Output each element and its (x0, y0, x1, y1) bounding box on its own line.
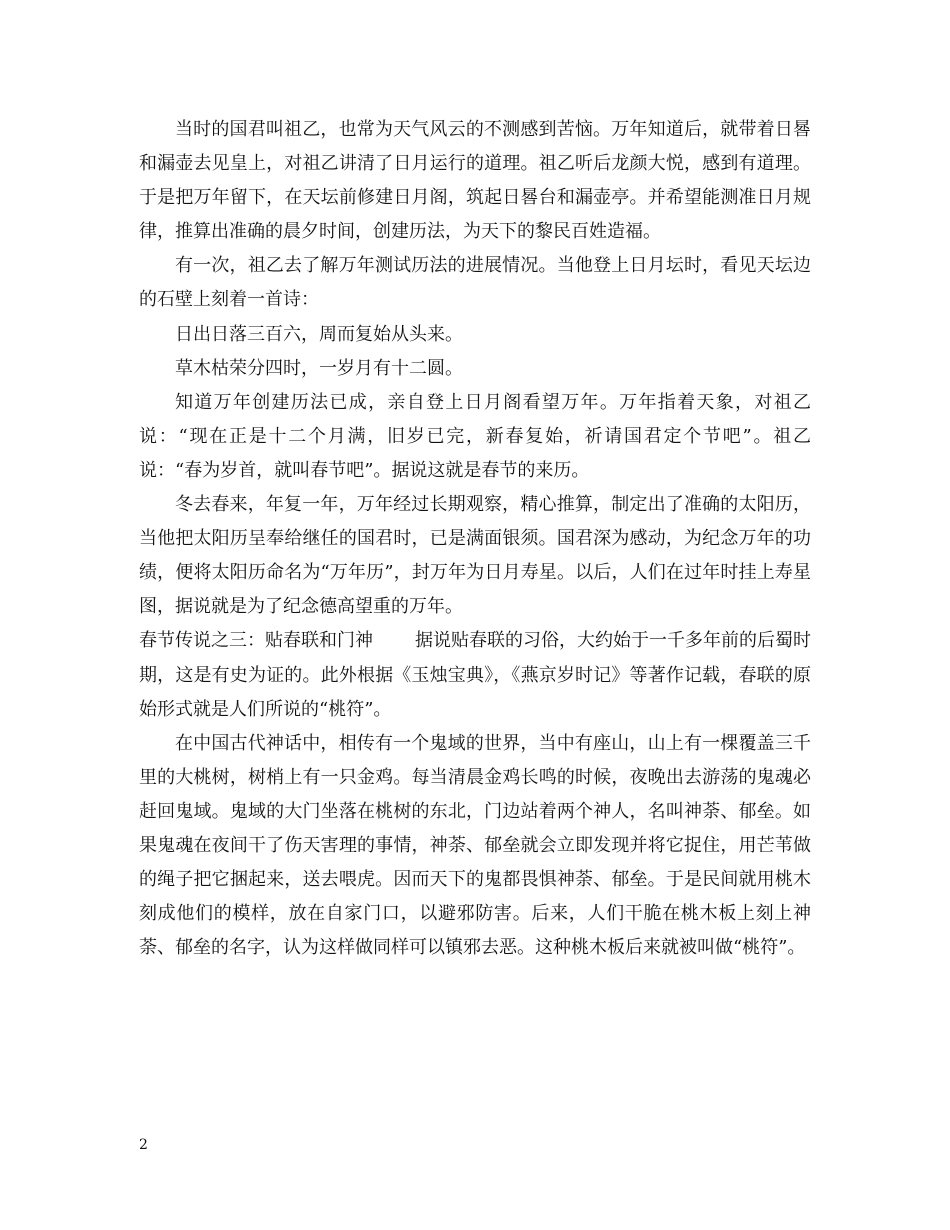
paragraph-taofu-legend: 在中国古代神话中，相传有一个鬼域的世界，当中有座山，山上有一棵覆盖三千里的大桃树，树梢上有一只金鸡。每当清晨金鸡长鸣的时候，夜晚出去游荡的鬼魂必赶回鬼域。鬼域的大门坐落在桃树的东北，门边站着两个神人，名叫神荼、郁垒。如果鬼魂在夜间干了伤天害理的事情，神荼、郁垒就会立即发现并将它捉住，用芒苇做的绳子把它捆起来，送去喂虎。因而天下的鬼都畏惧神荼、郁垒。于是民间就用桃木刻成他们的模样，放在自家门口，以避邪防害。后来，人们干脆在桃木板上刻上神荼、郁垒的名字，认为这样做同样可以镇邪去恶。这种桃木板后来就被叫做“桃符”。 (139, 732, 811, 959)
poem-line-1: 日出日落三百六，周而复始从头来。 (175, 323, 463, 345)
document-body (139, 113, 811, 965)
paragraph-visit-altar: 有一次，祖乙去了解万年测试历法的进展情况。当他登上日月坛时，看见天坛边的石壁上刻着一首诗： (139, 255, 811, 311)
section-title: 春节传说之三：贴春联和门神 (139, 630, 373, 652)
page-number: 2 (139, 1137, 148, 1153)
section-intro-text: 据说贴春联的习俗，大约始于一千多年前的后蜀时期，这是有史为证的。此外根据《玉烛宝典》，《燕京岁时记》等著作记载，春联的原始形式就是人们所说的“桃符”。 (139, 630, 811, 720)
paragraph-spring-festival-origin: 知道万年创建历法已成，亲自登上日月阁看望万年。万年指着天象，对祖乙说：“现在正是十二个月满，旧岁已完，新春复始，祈请国君定个节吧”。祖乙说：“春为岁首，就叫春节吧”。据说这就是春节的来历。 (139, 391, 811, 481)
poem-line-2: 草木枯荣分四时，一岁月有十二圆。 (175, 357, 463, 379)
paragraph-wannian-calendar: 冬去春来，年复一年，万年经过长期观察，精心推算，制定出了准确的太阳历，当他把太阳历呈奉给继任的国君时，已是满面银须。国君深为感动，为纪念万年的功绩，便将太阳历命名为“万年历”，封万年为日月寿星。以后，人们在过年时挂上寿星图，据说就是为了纪念德高望重的万年。 (139, 494, 811, 618)
section-intro-paragraph (139, 624, 811, 726)
paragraph-zuyi-worry: 当时的国君叫祖乙，也常为天气风云的不测感到苦恼。万年知道后，就带着日晷和漏壶去见皇上，对祖乙讲清了日月运行的道理。祖乙听后龙颜大悦，感到有道理。于是把万年留下，在天坛前修建日月阁，筑起日晷台和漏壶亭。并希望能测准日月规律，推算出准确的晨夕时间，创建历法，为天下的黎民百姓造福。 (139, 119, 811, 243)
